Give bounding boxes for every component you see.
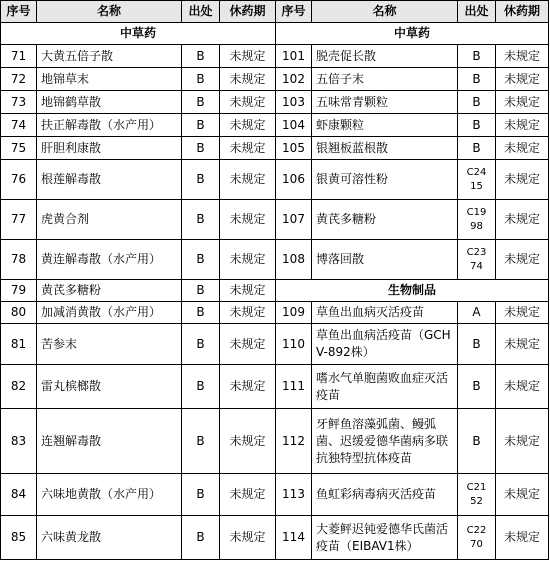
cell-source: B bbox=[182, 45, 220, 68]
table-row bbox=[1, 516, 549, 560]
header-no: 序号 bbox=[276, 1, 312, 23]
cell-no: 109 bbox=[276, 302, 312, 324]
cell-name: 草鱼出血病活疫苗（GCHV-892株） bbox=[312, 324, 458, 365]
cell-withdrawal: 未规定 bbox=[220, 91, 276, 114]
cell-name: 六味黄龙散 bbox=[37, 516, 182, 560]
cell-name: 地锦鹤草散 bbox=[37, 91, 182, 114]
cell-source: B bbox=[182, 160, 220, 200]
cell-name: 连翘解毒散 bbox=[37, 409, 182, 474]
cell-withdrawal: 未规定 bbox=[220, 68, 276, 91]
table-row bbox=[1, 200, 549, 240]
cell-name: 嗜水气单胞菌败血症灭活疫苗 bbox=[312, 365, 458, 409]
cell-source: C2374 bbox=[458, 240, 496, 280]
cell-no: 78 bbox=[1, 240, 37, 280]
cell-no: 76 bbox=[1, 160, 37, 200]
cell-source: B bbox=[458, 114, 496, 137]
cell-no: 81 bbox=[1, 324, 37, 365]
table-row bbox=[1, 474, 549, 516]
cell-no: 101 bbox=[276, 45, 312, 68]
cell-source: B bbox=[182, 114, 220, 137]
header-name: 名称 bbox=[37, 1, 182, 23]
header-row bbox=[1, 1, 549, 23]
cell-no: 114 bbox=[276, 516, 312, 560]
cell-source: B bbox=[182, 324, 220, 365]
cell-no: 102 bbox=[276, 68, 312, 91]
table-row bbox=[1, 160, 549, 200]
cell-withdrawal: 未规定 bbox=[496, 114, 549, 137]
cell-name: 雷丸槟榔散 bbox=[37, 365, 182, 409]
cell-source: C2270 bbox=[458, 516, 496, 560]
cell-source: C1998 bbox=[458, 200, 496, 240]
cell-name: 虎黄合剂 bbox=[37, 200, 182, 240]
cell-withdrawal: 未规定 bbox=[220, 137, 276, 160]
cell-no: 71 bbox=[1, 45, 37, 68]
section-row bbox=[1, 23, 549, 45]
cell-withdrawal: 未规定 bbox=[496, 91, 549, 114]
cell-name: 虾康颗粒 bbox=[312, 114, 458, 137]
cell-source: B bbox=[458, 137, 496, 160]
cell-name: 加减消黄散（水产用） bbox=[37, 302, 182, 324]
cell-name: 草鱼出血病灭活疫苗 bbox=[312, 302, 458, 324]
cell-name: 根莲解毒散 bbox=[37, 160, 182, 200]
cell-name: 牙鲆鱼溶藻弧菌、鳗弧菌、迟缓爱德华菌病多联抗独特型抗体疫苗 bbox=[312, 409, 458, 474]
cell-withdrawal: 未规定 bbox=[496, 68, 549, 91]
header-source: 出处 bbox=[182, 1, 220, 23]
cell-withdrawal: 未规定 bbox=[496, 324, 549, 365]
cell-source: B bbox=[458, 68, 496, 91]
cell-no: 104 bbox=[276, 114, 312, 137]
table-row bbox=[1, 91, 549, 114]
cell-no: 106 bbox=[276, 160, 312, 200]
cell-no: 85 bbox=[1, 516, 37, 560]
section-title: 中草药 bbox=[276, 23, 549, 45]
header-withdrawal: 休药期 bbox=[496, 1, 549, 23]
cell-withdrawal: 未规定 bbox=[220, 516, 276, 560]
cell-no: 110 bbox=[276, 324, 312, 365]
cell-source: B bbox=[458, 324, 496, 365]
cell-withdrawal: 未规定 bbox=[496, 516, 549, 560]
cell-name: 苦参末 bbox=[37, 324, 182, 365]
cell-name: 五味常青颗粒 bbox=[312, 91, 458, 114]
cell-source: C2152 bbox=[458, 474, 496, 516]
cell-source: B bbox=[182, 474, 220, 516]
cell-withdrawal: 未规定 bbox=[496, 409, 549, 474]
cell-name: 五倍子末 bbox=[312, 68, 458, 91]
cell-withdrawal: 未规定 bbox=[496, 365, 549, 409]
cell-withdrawal: 未规定 bbox=[496, 45, 549, 68]
header-withdrawal: 休药期 bbox=[220, 1, 276, 23]
cell-source: B bbox=[182, 200, 220, 240]
cell-source: B bbox=[182, 365, 220, 409]
cell-withdrawal: 未规定 bbox=[220, 45, 276, 68]
cell-no: 74 bbox=[1, 114, 37, 137]
header-name: 名称 bbox=[312, 1, 458, 23]
cell-source: B bbox=[182, 240, 220, 280]
cell-source: B bbox=[182, 516, 220, 560]
table-row bbox=[1, 280, 549, 302]
cell-no: 84 bbox=[1, 474, 37, 516]
table-row bbox=[1, 114, 549, 137]
cell-withdrawal: 未规定 bbox=[496, 302, 549, 324]
cell-name: 博落回散 bbox=[312, 240, 458, 280]
cell-no: 83 bbox=[1, 409, 37, 474]
cell-withdrawal: 未规定 bbox=[220, 324, 276, 365]
cell-withdrawal: 未规定 bbox=[220, 200, 276, 240]
cell-name: 黄连解毒散（水产用） bbox=[37, 240, 182, 280]
cell-withdrawal: 未规定 bbox=[220, 409, 276, 474]
cell-no: 77 bbox=[1, 200, 37, 240]
table-row bbox=[1, 324, 549, 365]
cell-withdrawal: 未规定 bbox=[496, 200, 549, 240]
header-source: 出处 bbox=[458, 1, 496, 23]
cell-name: 黄芪多糖粉 bbox=[37, 280, 182, 302]
cell-no: 75 bbox=[1, 137, 37, 160]
cell-name: 银翘板蓝根散 bbox=[312, 137, 458, 160]
cell-name: 银黄可溶性粉 bbox=[312, 160, 458, 200]
cell-withdrawal: 未规定 bbox=[496, 240, 549, 280]
cell-name: 肝胆利康散 bbox=[37, 137, 182, 160]
cell-withdrawal: 未规定 bbox=[220, 302, 276, 324]
cell-source: C2415 bbox=[458, 160, 496, 200]
cell-no: 82 bbox=[1, 365, 37, 409]
cell-source: B bbox=[182, 137, 220, 160]
cell-no: 111 bbox=[276, 365, 312, 409]
cell-name: 脱壳促长散 bbox=[312, 45, 458, 68]
cell-source: A bbox=[458, 302, 496, 324]
cell-source: B bbox=[458, 365, 496, 409]
cell-source: B bbox=[458, 409, 496, 474]
cell-withdrawal: 未规定 bbox=[220, 114, 276, 137]
cell-no: 112 bbox=[276, 409, 312, 474]
cell-source: B bbox=[182, 91, 220, 114]
table-row bbox=[1, 302, 549, 324]
table-row bbox=[1, 45, 549, 68]
cell-no: 113 bbox=[276, 474, 312, 516]
cell-name: 地锦草末 bbox=[37, 68, 182, 91]
cell-source: B bbox=[182, 68, 220, 91]
table-row bbox=[1, 137, 549, 160]
cell-no: 73 bbox=[1, 91, 37, 114]
cell-withdrawal: 未规定 bbox=[220, 474, 276, 516]
header-no: 序号 bbox=[1, 1, 37, 23]
cell-source: B bbox=[182, 280, 220, 302]
cell-no: 79 bbox=[1, 280, 37, 302]
cell-source: B bbox=[458, 45, 496, 68]
cell-name: 黄芪多糖粉 bbox=[312, 200, 458, 240]
table-row bbox=[1, 240, 549, 280]
cell-no: 103 bbox=[276, 91, 312, 114]
cell-name: 鱼虹彩病毒病灭活疫苗 bbox=[312, 474, 458, 516]
table-row bbox=[1, 68, 549, 91]
cell-no: 107 bbox=[276, 200, 312, 240]
cell-withdrawal: 未规定 bbox=[220, 240, 276, 280]
section-title: 生物制品 bbox=[276, 280, 549, 302]
cell-name: 大菱鲆迟钝爱德华氏菌活疫苗（EIBAV1株） bbox=[312, 516, 458, 560]
cell-withdrawal: 未规定 bbox=[496, 160, 549, 200]
cell-withdrawal: 未规定 bbox=[496, 137, 549, 160]
cell-no: 105 bbox=[276, 137, 312, 160]
cell-withdrawal: 未规定 bbox=[220, 365, 276, 409]
cell-withdrawal: 未规定 bbox=[220, 280, 276, 302]
cell-withdrawal: 未规定 bbox=[496, 474, 549, 516]
table-row bbox=[1, 365, 549, 409]
cell-no: 72 bbox=[1, 68, 37, 91]
cell-name: 大黄五倍子散 bbox=[37, 45, 182, 68]
cell-source: B bbox=[182, 409, 220, 474]
cell-source: B bbox=[458, 91, 496, 114]
cell-source: B bbox=[182, 302, 220, 324]
cell-withdrawal: 未规定 bbox=[220, 160, 276, 200]
cell-name: 扶正解毒散（水产用） bbox=[37, 114, 182, 137]
table-row bbox=[1, 409, 549, 474]
cell-no: 80 bbox=[1, 302, 37, 324]
cell-name: 六味地黄散（水产用） bbox=[37, 474, 182, 516]
cell-no: 108 bbox=[276, 240, 312, 280]
section-title: 中草药 bbox=[1, 23, 276, 45]
